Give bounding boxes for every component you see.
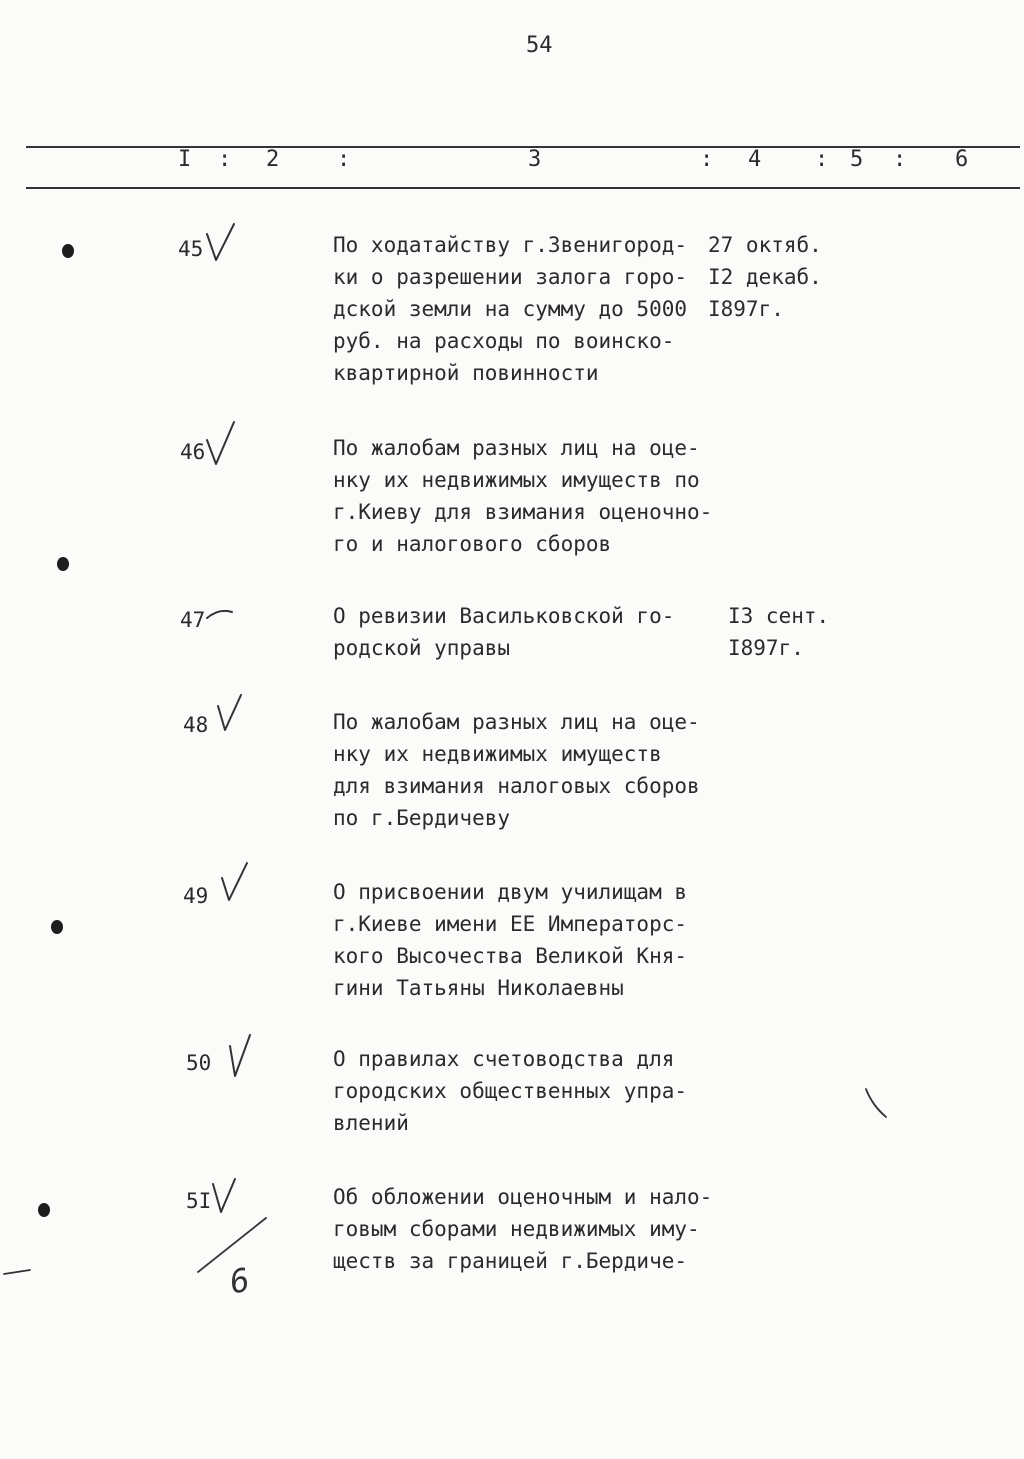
column-separator: : [815,147,829,172]
entry-number: 45 [178,237,204,261]
entry-number: 48 [183,713,209,737]
checkmark-icon [205,606,235,626]
entry-number: 5I [186,1189,212,1213]
entry-number: 50 [186,1051,212,1075]
entry-date: I3 сент. I897г. [728,604,830,660]
column-separator: : [337,147,351,172]
entry-title: По ходатайству г.Звенигород- ки о разрешении залога горо- дской земли на сумму до 5000 руб. на расходы по воинско- квартирной повинности [333,233,688,385]
stray-pen-mark [862,1085,892,1125]
handwritten-stroke [190,1210,280,1280]
column-header-4: 4 [748,147,762,172]
entry-number: 49 [183,884,209,908]
entry-title: О присвоении двум училищам в г.Киеве имени ЕЕ Императорс- кого Высочества Великой Кня- гини Татьяны Николаевны [333,880,688,1000]
entry-title: Об обложении оценочным и нало- говым сборами недвижимых иму- ществ за границей г.Бердиче- [333,1185,713,1273]
column-header-1: I [178,147,192,172]
stray-pen-mark [0,1264,36,1278]
handwritten-annotation: 6 [226,1260,254,1302]
header-rule-top [26,146,1020,148]
checkmark-icon [219,860,251,906]
column-header-6: 6 [955,147,969,172]
punch-hole [57,557,69,571]
column-separator: : [700,147,714,172]
column-header-2: 2 [266,147,280,172]
entry-title: По жалобам разных лиц на оце- нку их недвижимых имуществ для взимания налоговых сборов по г.Бердичеву [333,710,700,830]
entry-title: О правилах счетоводства для городских общественных упра- влений [333,1047,688,1135]
checkmark-icon [215,692,245,736]
column-header-5: 5 [850,147,864,172]
column-header-3: 3 [528,147,542,172]
column-separator: : [218,147,232,172]
checkmark-icon [204,418,238,468]
entry-number: 47 [180,608,206,632]
header-rule-bottom [26,187,1020,189]
entry-title: О ревизии Васильковской го- родской управы [333,604,675,660]
checkmark-icon [226,1032,254,1082]
column-separator: : [893,147,907,172]
punch-hole [38,1203,50,1217]
punch-hole [62,244,74,258]
entry-date: 27 октяб. I2 декаб. I897г. [708,233,822,321]
entry-title: По жалобам разных лиц на оце- нку их недвижимых имуществ по г.Киеву для взимания оценочно- го и налогового сборов [333,436,713,556]
entry-number: 46 [180,440,206,464]
checkmark-icon [204,220,238,264]
page-number: 54 [526,33,553,58]
punch-hole [51,920,63,934]
